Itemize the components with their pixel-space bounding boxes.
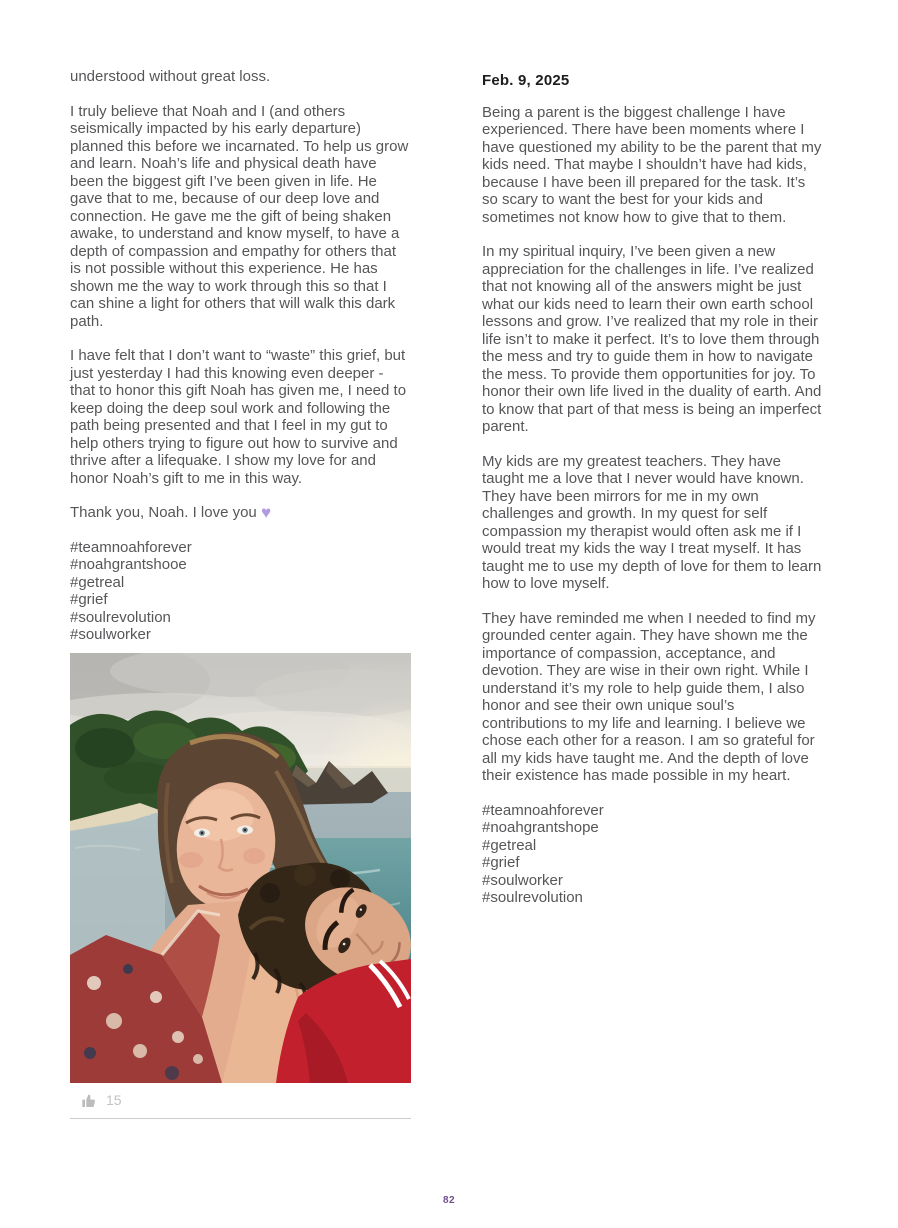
divider-line bbox=[70, 1118, 411, 1119]
paragraph: I have felt that I don’t want to “waste” this grief, but just yesterday I had this knowing even deeper - that to honor this gift Noah has given me, I need to keep doing the deep soul work and following the path being presented and that I feel in my gut to help others trying to figure out how to survive and thrive after a lifequake. I show my love for and honor Noah’s gift to me in this way. bbox=[70, 347, 407, 487]
hashtag: #noahgrantshope bbox=[482, 819, 599, 836]
photo-illustration bbox=[70, 653, 411, 1083]
paragraph: I truly believe that Noah and I (and others seismically impacted by his early departure) planned this before we incarnated. To help us grow and learn. Noah’s life and physical death have been the biggest gift I’ve been given in life. He gave that to me, because of our deep love and connection. He gave me the gift of being shaken awake, to understand and know myself, to have a depth of compassion and empathy for others that is not possible without this experience. He has shown me the way to work through this so that I can shine a light for others that will walk this dark path. bbox=[70, 102, 409, 330]
hashtag: #grief bbox=[482, 854, 520, 871]
hashtag: #teamnoahforever bbox=[482, 801, 604, 819]
photo bbox=[70, 653, 411, 1083]
paragraph: They have reminded me when I needed to find my grounded center again. They have shown me the importance of compassion, acceptance, and devotion. They are wise in their own right. While I understand it’s my role to help guide them, I also honor and see their own unique soul’s contributions to my life and learning. I believe we chose each other for a reason. I am so grateful for all my kids have taught me. And the depth of love their existence has made possible in my heart. bbox=[482, 609, 816, 784]
hashtag: #soulrevolution bbox=[482, 889, 583, 906]
like-count: 15 bbox=[106, 1091, 122, 1108]
like-row bbox=[81, 1092, 411, 1110]
hashtag: #soulworker bbox=[70, 626, 151, 643]
thanks-line bbox=[70, 504, 411, 522]
paragraph: My kids are my greatest teachers. They have taught me a love that I never would have known. They have been mirrors for me in my own challenges and growth. In my quest for self compassion my therapist would often ask me if I would treat my kids the way I treat myself. It has taught me to use my depth of love for them to learn how to love myself. bbox=[482, 452, 822, 592]
hashtag-list bbox=[70, 539, 411, 644]
paragraph: understood without great loss. bbox=[70, 68, 271, 85]
hashtag: #getreal bbox=[482, 836, 537, 854]
paragraph: In my spiritual inquiry, I’ve been given a new appreciation for the challenges in life. I’ve realized that not knowing all of the answers might be just what our kids need to learn their own earth school lessons and grow. I’ve realized that my role in their life isn’t to make it perfect. It’s to love them through the mess and try to guide them in how to navigate the mess. To provide them opportunities for joy. To honor their own life lived in the duality of earth. And to know that part of that mess is being an imperfect parent. bbox=[482, 243, 822, 435]
right-column bbox=[482, 68, 823, 916]
hashtag: #grief bbox=[70, 591, 108, 608]
purple-heart-icon: ♥ bbox=[260, 503, 272, 522]
left-column bbox=[70, 68, 411, 1119]
hashtag: #teamnoahforever bbox=[70, 538, 192, 556]
page-number: 82 bbox=[442, 1195, 456, 1206]
hashtag: #soulworker bbox=[482, 871, 563, 889]
thumbs-up-icon bbox=[81, 1093, 97, 1109]
paragraph: Being a parent is the biggest challenge I have experienced. There have been moments where I have questioned my ability to be the parent that my kids need. That maybe I shouldn’t have had kids, because I have been ill prepared for the task. It’s so scary to want the best for your kids and sometimes not know how to give that to them. bbox=[482, 103, 822, 226]
hashtag-list bbox=[482, 802, 823, 907]
hashtag: #noahgrantshooe bbox=[70, 556, 187, 573]
hashtag: #soulrevolution bbox=[70, 608, 171, 626]
date-heading: Feb. 9, 2025 bbox=[482, 72, 570, 89]
hashtag: #getreal bbox=[70, 573, 125, 591]
thanks-text: Thank you, Noah. I love you bbox=[70, 504, 257, 521]
